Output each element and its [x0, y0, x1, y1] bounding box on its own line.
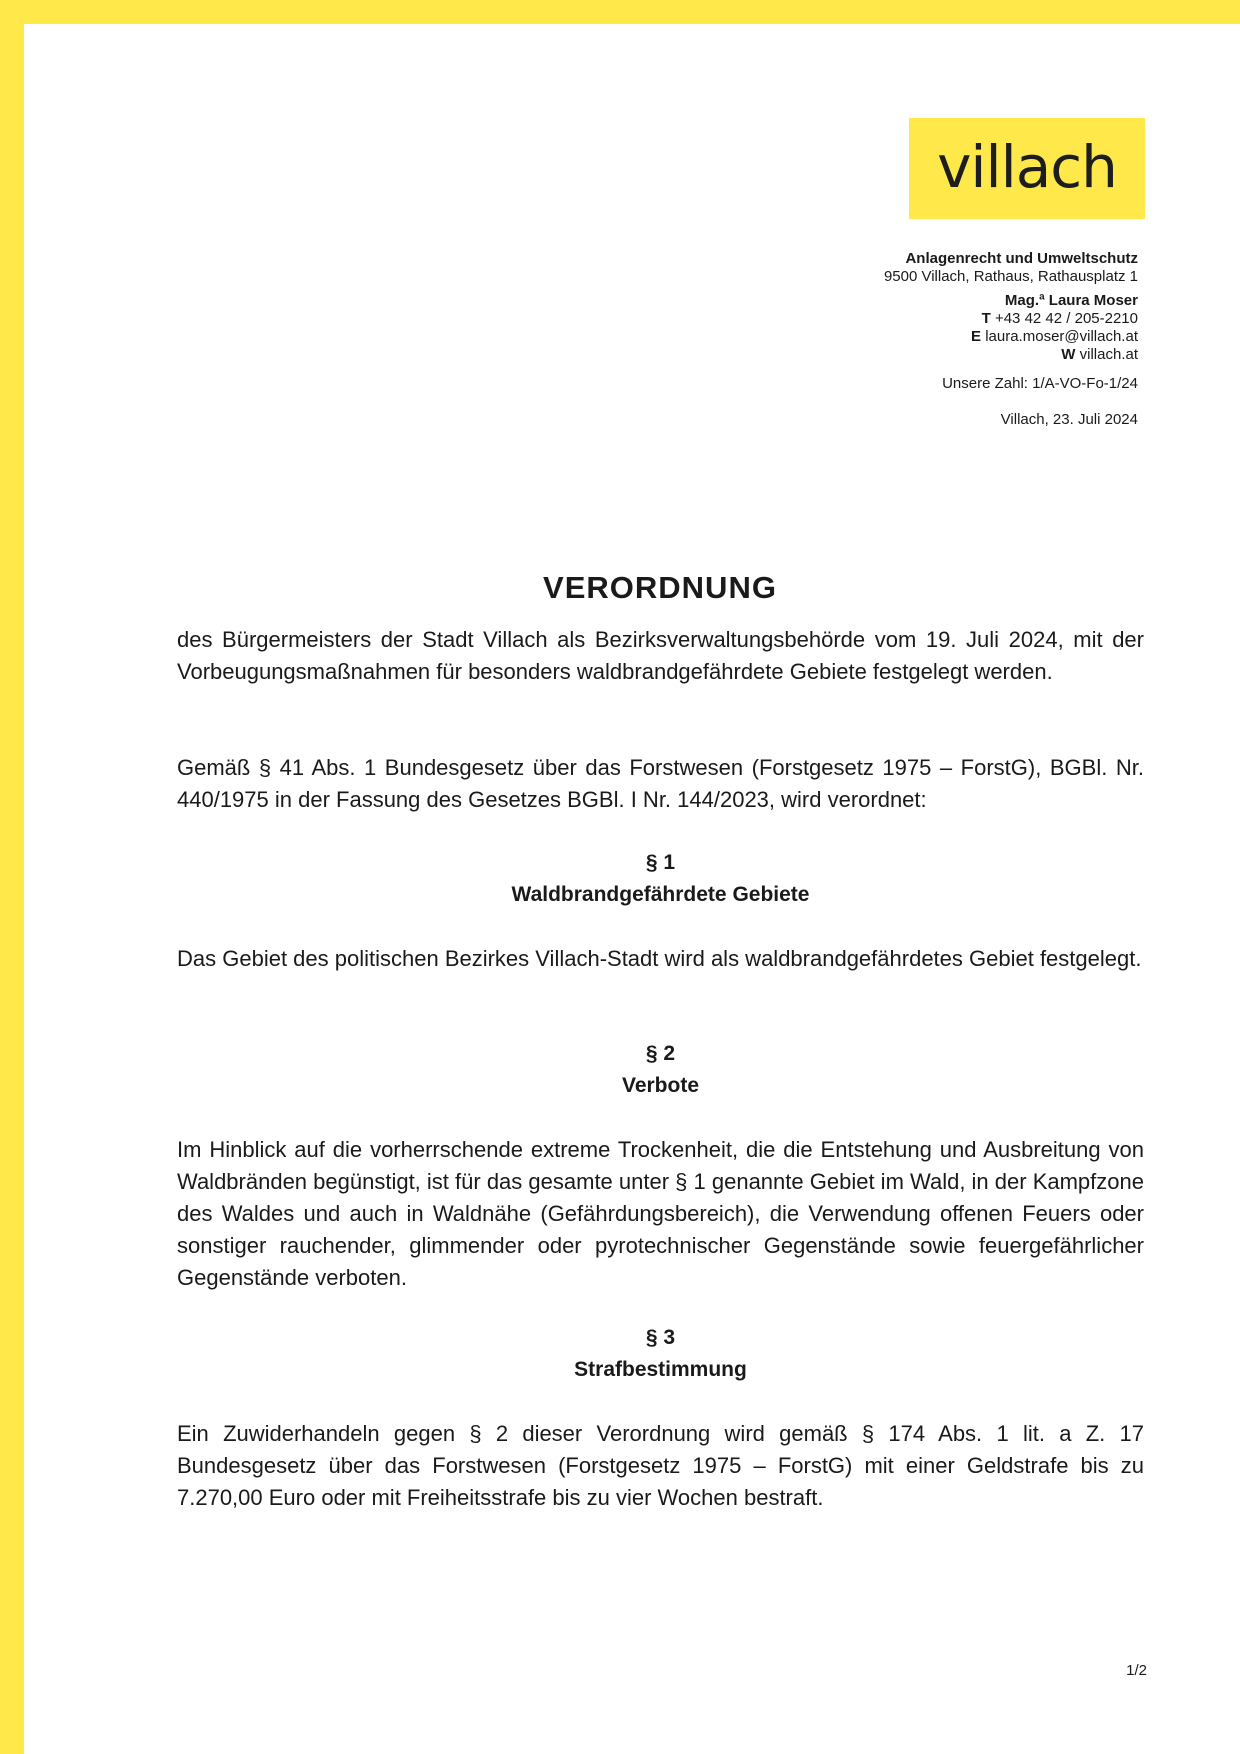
- section-1-number: § 1: [645, 851, 676, 874]
- contact-phone: T +43 42 42 / 205-2210: [981, 310, 1138, 327]
- section-3-text: Ein Zuwiderhandeln gegen § 2 dieser Verordnung wird gemäß § 174 Abs. 1 lit. a Z. 17 Bundesgesetz über das Forstwesen (Forstgesetz 1975 – ForstG) mit einer Geldstrafe bis zu 7.270,00 Euro oder mit Freiheitsstrafe bis zu vier Wochen bestraft.: [177, 1421, 1144, 1510]
- intro-paragraph: des Bürgermeisters der Stadt Villach als Bezirksverwaltungsbehörde vom 19. Juli 2024, mit der Vorbeugungsmaßnahmen für besonders waldbrandgefährdete Gebiete festgelegt werden.: [177, 627, 1144, 684]
- logo-text: villach: [937, 132, 1117, 201]
- document-page: [24, 24, 1240, 1754]
- contact-web: W villach.at: [1061, 346, 1138, 363]
- section-1-heading: Waldbrandgefährdete Gebiete: [511, 883, 810, 906]
- section-2-heading: Verbote: [621, 1074, 700, 1097]
- section-2-number: § 2: [645, 1042, 676, 1065]
- section-3-heading: Strafbestimmung: [574, 1358, 747, 1381]
- contact-name: Mag.ª Laura Moser: [1004, 292, 1138, 309]
- legal-basis-paragraph: Gemäß § 41 Abs. 1 Bundesgesetz über das Forstwesen (Forstgesetz 1975 – ForstG), BGBl. Nr. 440/1975 in der Fassung des Gesetzes BGBl. I Nr. 144/2023, wird verordnet:: [177, 755, 1144, 812]
- sender-block: [884, 250, 1138, 429]
- contact-email: E laura.moser@villach.at: [971, 328, 1138, 345]
- document-title: VERORDNUNG: [543, 570, 777, 605]
- villach-logo: [909, 118, 1145, 219]
- reference-number: Unsere Zahl: 1/A-VO-Fo-1/24: [942, 375, 1138, 392]
- department-address: 9500 Villach, Rathaus, Rathausplatz 1: [883, 268, 1138, 285]
- section-3-number: § 3: [645, 1326, 676, 1349]
- section-1-text: Das Gebiet des politischen Bezirkes Villach-Stadt wird als waldbrandgefährdetes Gebiet festgelegt.: [177, 946, 1142, 971]
- section-2-text: Im Hinblick auf die vorherrschende extreme Trockenheit, die die Entstehung und Ausbreitung von Waldbränden begünstigt, ist für das gesamte unter § 1 genannte Gebiet im Wald, in der Kampfzone des Waldes und auch in Waldnähe (Gefährdungsbereich), die Verwendung offenen Feuers oder sonstiger rauchender, glimmender oder pyrotechnischer Gegenstände sowie feuergefährlicher Gegenstände verboten.: [177, 1137, 1144, 1290]
- place-date: Villach, 23. Juli 2024: [1000, 411, 1138, 428]
- department-name: Anlagenrecht und Umweltschutz: [905, 250, 1138, 267]
- page-number: 1/2: [1126, 1662, 1147, 1679]
